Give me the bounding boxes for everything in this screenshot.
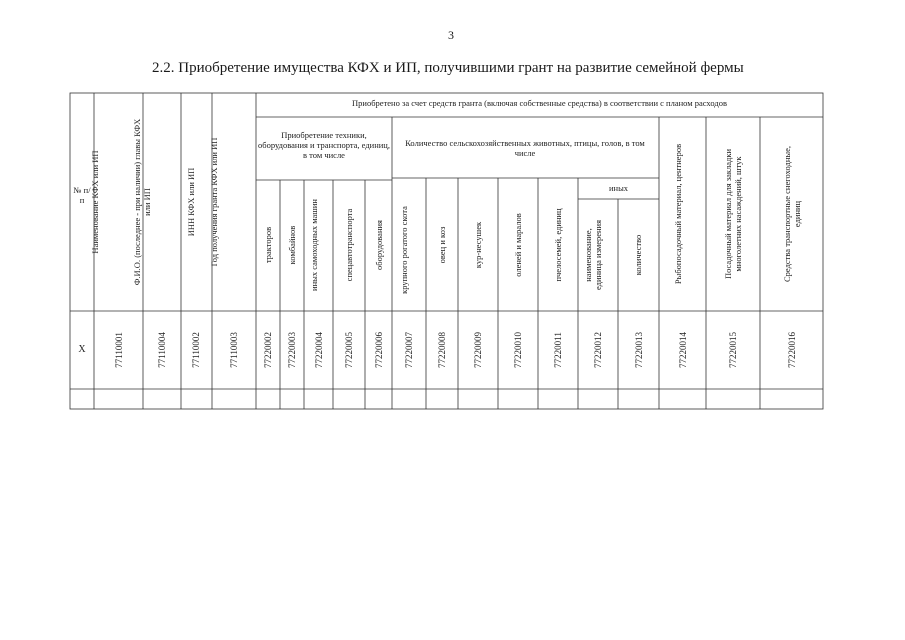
page-number: 3 — [448, 28, 454, 42]
col-other-name-header: наименование, единица измерения — [583, 219, 603, 291]
code-num: X — [78, 344, 86, 355]
col-num-header: № п/п — [73, 185, 91, 205]
code-combines: 77220003 — [287, 332, 297, 368]
col-deer-header: оленей и маралов — [513, 213, 523, 277]
code-deer: 77220010 — [513, 332, 523, 368]
code-hens: 77220009 — [473, 332, 483, 368]
code-fio: 77110004 — [157, 332, 167, 368]
col-bees-header: пчелосемей, единиц — [553, 208, 563, 282]
col-inn-header: ИНН КФХ или ИП — [186, 167, 196, 237]
group-animals-header: Количество сельскохозяйственных животных, птицы, голов, в том числе — [405, 138, 645, 158]
col-tractors-header: тракторов — [263, 226, 273, 264]
code-year: 77110003 — [229, 332, 239, 368]
col-year-header: Год получения гранта КФХ или ИП — [209, 137, 219, 267]
col-special-transport-header: спецавтотранспорта — [344, 208, 354, 282]
code-other-machines: 77220004 — [313, 332, 324, 368]
col-hens-header: кур-несушек — [473, 221, 483, 269]
code-seedlings: 77220015 — [728, 332, 738, 368]
col-cattle-header: крупного рогатого скота — [399, 206, 409, 294]
code-snow-vehicles: 77220016 — [786, 332, 797, 368]
col-equipment-header: оборудования — [373, 220, 384, 270]
group-technique-header: Приобретение техники, оборудования и транспорта, единиц, в том числе — [258, 130, 390, 160]
col-other-qty-header: количество — [633, 234, 643, 276]
page-title: 2.2. Приобретение имущества КФХ и ИП, получившими грант на развитие семейной фермы — [152, 60, 744, 76]
code-name: 77110001 — [113, 332, 124, 368]
code-special-transport: 77220005 — [344, 332, 354, 368]
col-fish-header: Рыбопосадочный материал, центнеров — [673, 143, 683, 285]
code-cattle: 77220007 — [404, 332, 414, 368]
code-fish: 77220014 — [677, 332, 688, 368]
code-other-qty: 77220013 — [633, 332, 644, 368]
col-sheep-header: овец и коз — [437, 226, 447, 264]
col-name-header: Наименование КФХ или ИП — [89, 150, 100, 254]
code-equipment: 77220006 — [373, 332, 384, 368]
code-sheep: 77220008 — [437, 332, 447, 368]
code-tractors: 77220002 — [263, 332, 273, 368]
col-seedlings-header: Посадочный материал для закладки многолетних насаждений, штук — [723, 148, 743, 280]
col-other-machines-header: иных самоходных машин — [308, 199, 319, 291]
col-combines-header: комбайнов — [287, 225, 297, 265]
col-fio-header: Ф.И.О. (последнее - при наличии) главы КФХ или ИП — [132, 118, 152, 286]
code-other-name: 77220012 — [593, 332, 603, 368]
code-bees: 77220011 — [553, 332, 563, 368]
code-inn: 77110002 — [191, 332, 201, 368]
col-snow-vehicles-header: Средства транспортные снегоходные, единиц — [781, 146, 802, 282]
group-other-header: иных — [608, 183, 629, 193]
top-header: Приобретено за счет средств гранта (включая собственные средства) в соответствии с планом расходов — [352, 98, 727, 108]
